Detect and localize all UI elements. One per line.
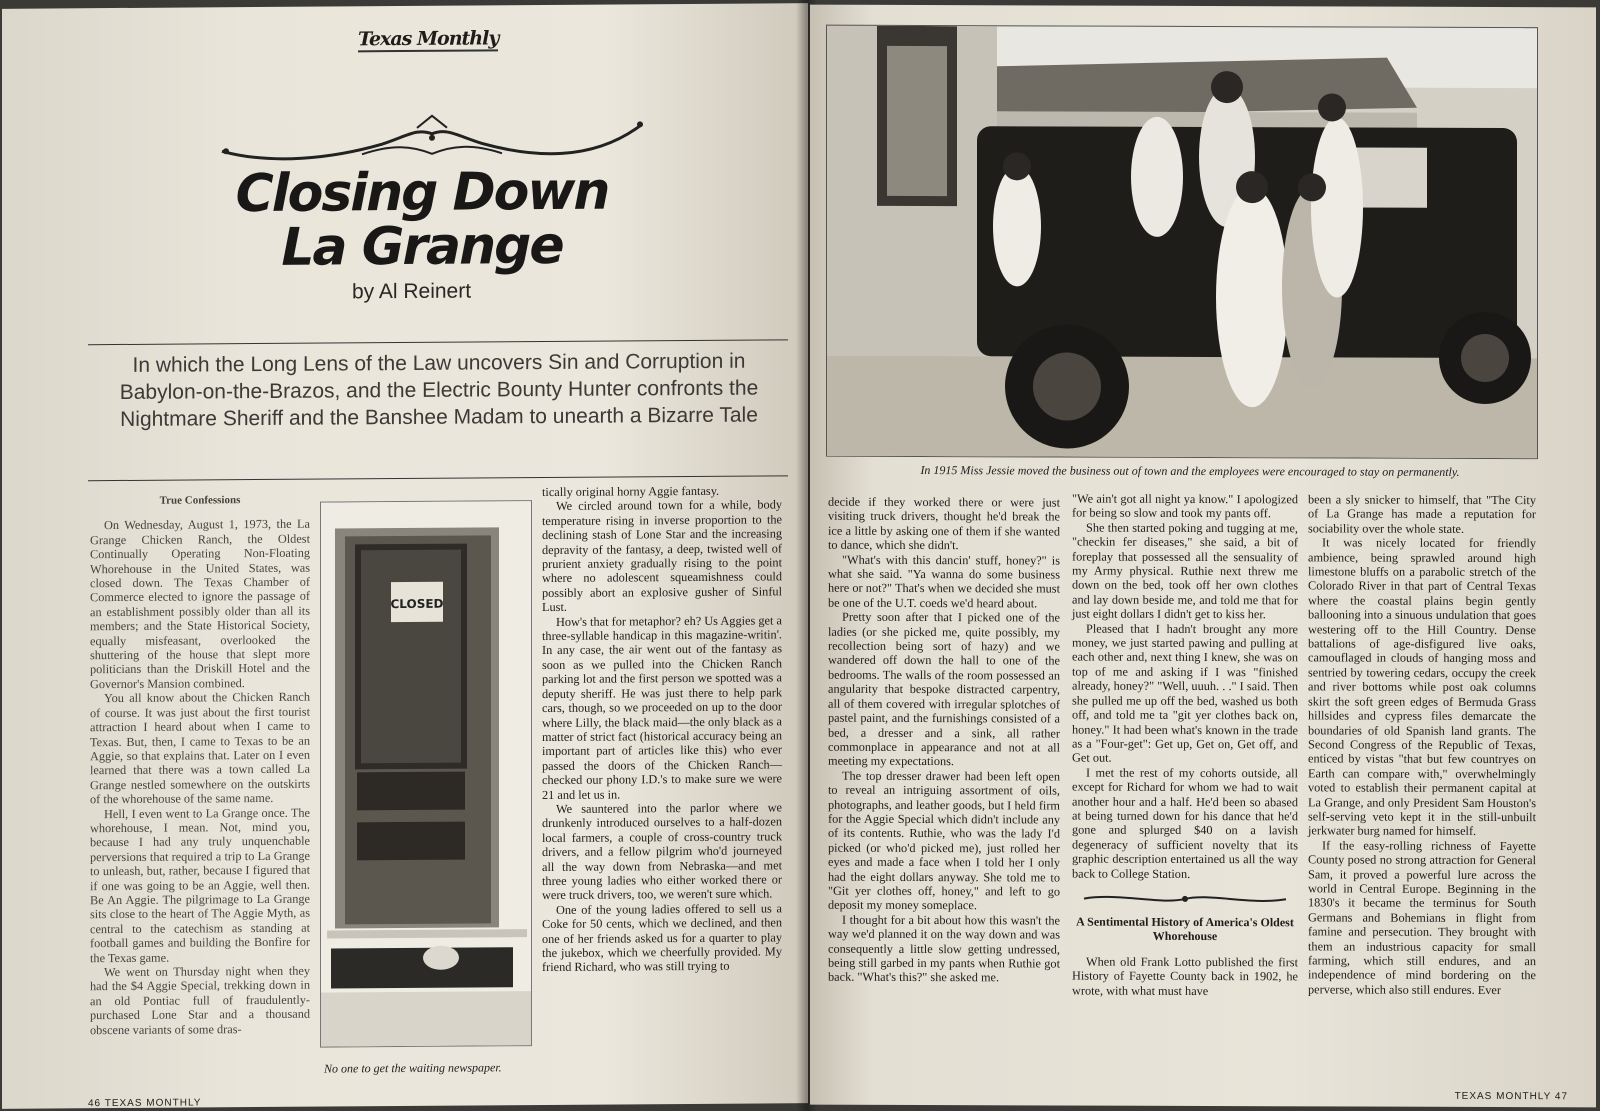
deck-rule-bottom <box>88 475 788 481</box>
paragraph: I met the rest of my cohorts outside, all except for Richard for whom we had to wait another hour and a half. He'd been so abased at being turned down for his dance that he'd gone and splurged $40 on a lavish degeneracy of sufficient novelty that its graphic description entertained us all the way back to College Station. <box>1072 765 1298 881</box>
article-title <box>232 161 612 278</box>
paragraph: We went on Thursday night when they had the $4 Aggie Special, trekking down in an old Pontiac full of fraudulently-purchased Lone Star and a thousand obscene variants of some dras- <box>90 963 310 1037</box>
article-deck: In which the Long Lens of the Law uncovers Sin and Corruption in Babylon-on-the-Brazos, and the Electric Bounty Hunter confronts the Nightmare Sheriff and the Banshee Madam to unearth a Bizarre Tale <box>119 349 759 431</box>
right-column-2 <box>1072 492 1298 999</box>
paragraph: One of the young ladies offered to sell us a Coke for 50 cents, which we declined, and then one of her friends asked us for a quarter to play the jukebox, which we cheerfully provided. My friend Richard, who was still trying to <box>542 901 782 975</box>
closed-sign-text: CLOSED <box>390 596 444 612</box>
paragraph: "We ain't got all night ya know." I apologized for being so slow and took my pants off. <box>1072 491 1298 521</box>
paragraph: When old Frank Lotto published the first History of Fayette County back in 1902, he wrote, with what must have <box>1072 954 1298 998</box>
door-photo <box>320 500 532 1047</box>
paragraph: I thought for a bit about how this wasn't the way we'd planned it on the way down and was consequently a little slow getting undressed, being still garbed in my pants when Ruthie got back. "What's this?" she asked me. <box>828 912 1060 985</box>
section-divider-ornament-icon <box>1080 891 1290 908</box>
left-page <box>2 3 808 1109</box>
title-line-2: La Grange <box>281 215 563 278</box>
paragraph: been a sly snicker to himself, that "The City of La Grange has made a reputation for sociability over the whole state. <box>1308 492 1536 536</box>
folio-left: 46 TEXAS MONTHLY <box>88 1097 202 1109</box>
paragraph: On Wednesday, August 1, 1973, the La Grange Chicken Ranch, the Oldest Continually Operating Non-Floating Whorehouse in the United States, was closed down. The Texas Chamber of Commerce elected to ignore the passage of an establishment possibly older than all its members; and the State Historical Society, equally misfeasant, overlooked the shuttering of the house that slept more politicians than the Driskill Hotel and the Governor's Mansion combined. <box>90 517 310 692</box>
left-column-2 <box>542 483 782 974</box>
paragraph: Pretty soon after that I picked one of the ladies (or she picked me, quite possibly, my recollection being sort of hazy) and we wandered off down the hall to one of the bedrooms. The walls of the room possessed an angularity that bespoke distracted carpentry, all of them covered with irregular splotches of pastel paint, and the furnishings consisted of a bed, a dresser and a sink, all rather commonplace in appearance and not at all meeting my expectations. <box>828 609 1060 769</box>
right-column-3 <box>1308 492 1536 997</box>
paragraph: It was nicely located for friendly ambience, being sprawled around high limestone bluffs on a parabolic stretch of the Colorado River in that part of Central Texas where the coastal plains begin gently ballooning into a sinuous undulation that goes westering off to the Hill Country. Dense battalions of age-disfigured live oaks, camouflaged in clouds of hanging moss and sentried by towering cedars, occupy the creek and river bottoms while post oak columns skirt the soft green edges of Bermuda Grass hillsides and cypress files demarcate the boundaries of old Spanish land grants. The Second Congress of the Republic of Texas, enticed by vistas "that but few countryes on Earth can compare with," overwhelmingly voted to establish their permanent capital at La Grange, and only President Sam Houston's self-serving veto kept it in the still-unbuilt jerkwater burg named for himself. <box>1308 535 1536 839</box>
paragraph: You all know about the Chicken Ranch of course. It was just about the first tourist attraction I heard about when I came to Texas. But, then, I came to Texas to be an Aggie, so that explains that. Later on I even learned that there was a town called La Grange nestled somewhere on the outskirts of the whorehouse of the same name. <box>90 689 310 807</box>
car-photo-caption: In 1915 Miss Jessie moved the business out of town and the employees were encouraged to stay on permanently. <box>920 463 1460 479</box>
left-column-1 <box>90 493 310 1038</box>
section-title: A Sentimental History of America's Oldest Whorehouse <box>1076 914 1294 944</box>
paragraph: The top dresser drawer had been left open to reveal an intriguing assortment of oils, photographs, and leather goods, but I held firm for the Aggie Special which didn't include any of its contents. Ruthie, who was the lady I'd picked (or who'd picked me), just rolled her eyes and made a face when I told her I only had the eight dollars anyway. She told me to "Git yer clothes off, honey," and left to go deposit my money someplace. <box>828 768 1060 913</box>
paragraph: We sauntered into the parlor where we drunkenly introduced ourselves to a half-dozen local farmers, a couple of cross-country truck drivers, and a fellow pilgrim who'd journeyed all the way down from Nebraska—and met three young ladies who either worked there or were truck drivers, too, we weren't sure which. <box>542 800 782 903</box>
masthead-logo: Texas Monthly <box>358 27 499 51</box>
car-photo-illustration <box>827 26 1538 459</box>
deck-rule-top <box>88 339 788 345</box>
folio-right: TEXAS MONTHLY 47 <box>1454 1090 1568 1103</box>
title-line-1: Closing Down <box>235 161 609 225</box>
paragraph: tically original horny Aggie fantasy. <box>542 483 720 500</box>
car-group-photo <box>826 25 1538 459</box>
paragraph: We circled around town for a while, body temperature rising in inverse proportion to the declining stash of Lone Star and the increasing depravity of the fantasy, a deep, twisted well of prurient anxiety gradually rising to the point where no adolescent squeamishness could possibly abort an explosive gusher of Sinful Lust. <box>542 497 782 615</box>
subhead-true-confessions: True Confessions <box>159 494 241 507</box>
paragraph: Hell, I even went to La Grange once. The whorehouse, I mean. Not, mind you, because I had any truly unquenchable perversions that required a trip to La Grange to unleash, but, rather, because I figured that if one was going to be an Aggie, well then. Be An Aggie. The pilgrimage to La Grange sits close to the heart of The Aggie Myth, as central to the catechism as standing at football games and building the Bonfire for the Texas game. <box>90 805 310 965</box>
paragraph: Pleased that I hadn't brought any more money, we just started pawing and pulling at each other and, next thing I knew, she was on top of me and asking if I was "finished already, honey?" "Well, uuuh. . ." I said. Then she pulled me up off the bed, washed us both off, and told me ta "git yer clothes back on, honey." It had been what's known in the trade as a "Four-get": Get up, Get on, Get off, and Get out. <box>1072 621 1298 765</box>
right-page <box>810 5 1596 1108</box>
paragraph: If the easy-rolling richness of Fayette County posed no strong attraction for General Sam, it proved a powerful lure across the world in Central Europe. Beginning in the 1830's it became the terminus for South Germans and Bohemians in flight from famine and persecution. They brought with them an industrious capacity for small farming, which still endures, and an independence of mind bordering on the perverse, which also still endures. Ever <box>1308 838 1536 997</box>
byline: by Al Reinert <box>352 279 472 304</box>
paragraph: She then started poking and tugging at me, "checkin fer diseases," she said, a bit of foreplay that possessed all the sensuality of my Army physical. Ruthie next threw me down on the bed, took off her own clothes and lay down beside me, and told me that for just eight dollars I didn't get to kiss her. <box>1072 520 1298 622</box>
paragraph: decide if they worked there or were just visiting truck drivers, thought he'd break the ice a little by asking one of them if she wanted to dance, which she didn't. <box>828 494 1060 553</box>
paragraph: How's that for metaphor? eh? Us Aggies get a three-syllable handicap in this magazine-writin'. In any case, the air went out of the fantasy as soon as we pulled into the Chicken Ranch parking lot and the first person we spotted was a deputy sheriff. He was just there to help park cars, though, so we proceeded on up to the door where Lilly, the black maid—the only black as a matter of strict fact (historical accuracy being an important part of articles like this) who ever passed the doors of the Chicken Ranch—checked our phony I.D.'s to make sure we were 21 and let us in. <box>542 613 782 802</box>
right-column-1 <box>828 495 1060 986</box>
door-photo-caption: No one to get the waiting newspaper. <box>324 1060 502 1076</box>
door-illustration <box>321 501 531 1046</box>
paragraph: "What's with this dancin' stuff, honey?" is what she said. "Ya wanna do some business here or not?" That's when we decided she must be one of the U.T. coeds we'd heard about. <box>828 552 1060 611</box>
